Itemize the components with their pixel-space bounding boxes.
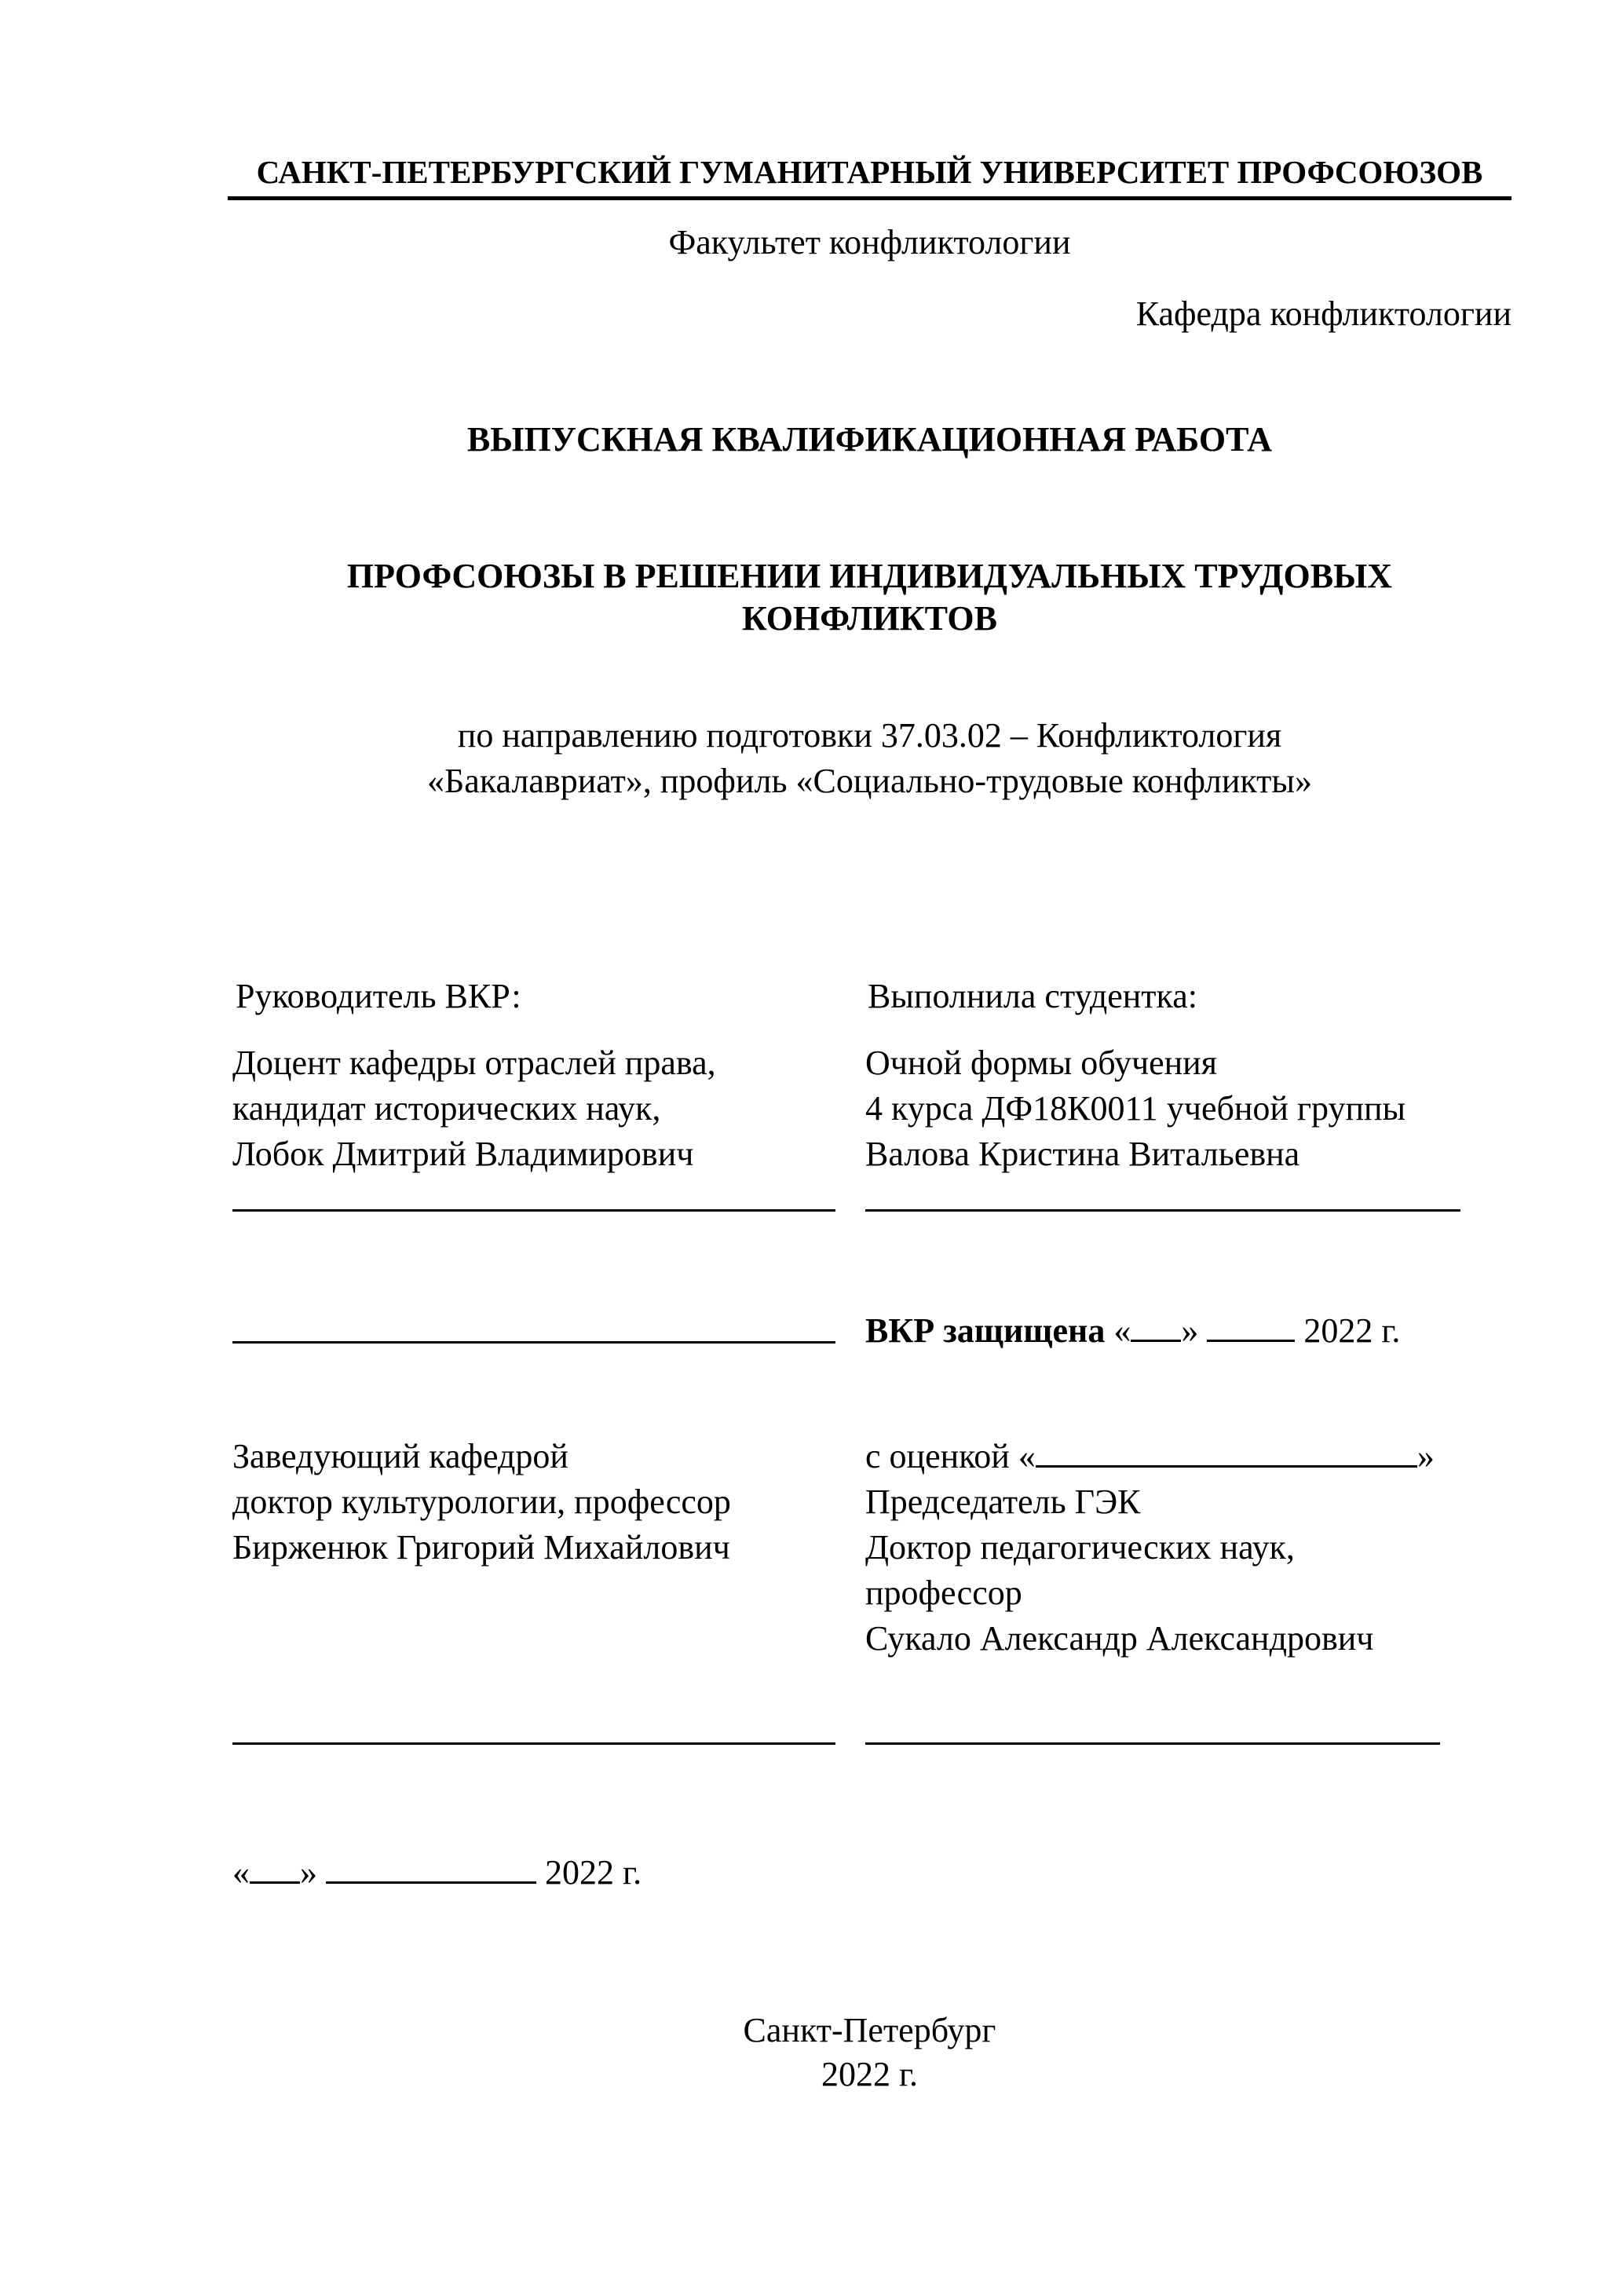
date-year: 2022 г. — [545, 1853, 642, 1892]
defense-line — [865, 1308, 1400, 1354]
work-type-heading: ВЫПУСКНАЯ КВАЛИФИКАЦИОННАЯ РАБОТА — [466, 420, 1273, 459]
defense-open-quote: « — [1113, 1311, 1131, 1350]
study-direction-line-2: «Бакалавриат», профиль «Социально-трудовые конфликты» — [427, 762, 1312, 800]
supervisor-label: Руководитель ВКР: — [236, 977, 521, 1015]
commission-chair-title: профессор — [865, 1574, 1022, 1612]
study-direction-line-1: по направлению подготовки 37.03.02 – Конфликтология — [457, 716, 1282, 755]
defense-label: ВКР защищена — [865, 1311, 1106, 1350]
defense-year: 2022 г. — [1303, 1311, 1401, 1350]
footer — [228, 2009, 1512, 2097]
commission-chair-name: Сукало Александр Александрович — [865, 1619, 1374, 1658]
date-open-quote: « — [232, 1853, 250, 1892]
student-name: Валова Кристина Витальевна — [865, 1135, 1300, 1173]
head-of-department-label: Заведующий кафедрой — [232, 1437, 568, 1475]
commission-chair-label: Председатель ГЭК — [865, 1483, 1141, 1521]
defense-close-quote: » — [1181, 1311, 1199, 1350]
header-divider — [228, 196, 1512, 200]
date-line — [232, 1850, 642, 1896]
student-study-form: Очной формы обучения — [865, 1044, 1217, 1082]
thesis-title-line-1: ПРОФСОЮЗЫ В РЕШЕНИИ ИНДИВИДУАЛЬНЫХ ТРУДОВЫХ — [346, 557, 1393, 595]
defense-month-blank — [1207, 1339, 1295, 1342]
department-name: Кафедра конфликтологии — [1135, 294, 1512, 333]
study-direction — [228, 713, 1512, 804]
date-day-blank — [250, 1881, 300, 1884]
grade-close-quote: » — [1416, 1437, 1435, 1475]
university-name: САНКТ-ПЕТЕРБУРГСКИЙ ГУМАНИТАРНЫЙ УНИВЕРСИТЕТ ПРОФСОЮЗОВ — [256, 154, 1483, 190]
commission-chair-signature-line — [865, 1742, 1440, 1745]
date-month-blank — [326, 1881, 536, 1884]
student-course-group: 4 курса ДФ18К0011 учебной группы — [865, 1089, 1406, 1128]
grade-line — [865, 1434, 1435, 1479]
supervisor-signature-line — [232, 1209, 835, 1212]
defense-day-blank — [1131, 1339, 1181, 1342]
commission-chair-degree: Доктор педагогических наук, — [865, 1528, 1295, 1567]
grade-label: с оценкой « — [865, 1437, 1036, 1475]
thesis-title-line-2: КОНФЛИКТОВ — [742, 599, 997, 638]
student-signature-line — [865, 1209, 1460, 1212]
supervisor-name: Лобок Дмитрий Владимирович — [232, 1135, 694, 1173]
head-of-department-name: Бирженюк Григорий Михайлович — [232, 1528, 730, 1567]
supervisor-degree: кандидат исторических наук, — [232, 1089, 661, 1128]
footer-city: Санкт-Петербург — [743, 2011, 996, 2049]
faculty-name: Факультет конфликтологии — [668, 223, 1071, 261]
head-of-department-signature-line — [232, 1742, 835, 1745]
left-signature-line — [232, 1341, 835, 1344]
head-of-department-degree: доктор культурологии, профессор — [232, 1483, 731, 1521]
footer-year: 2022 г. — [821, 2055, 919, 2093]
supervisor-position: Доцент кафедры отраслей права, — [232, 1044, 716, 1082]
thesis-title — [228, 555, 1512, 640]
grade-blank — [1036, 1464, 1417, 1468]
date-close-quote: » — [300, 1853, 317, 1892]
student-label: Выполнила студентка: — [868, 977, 1197, 1015]
